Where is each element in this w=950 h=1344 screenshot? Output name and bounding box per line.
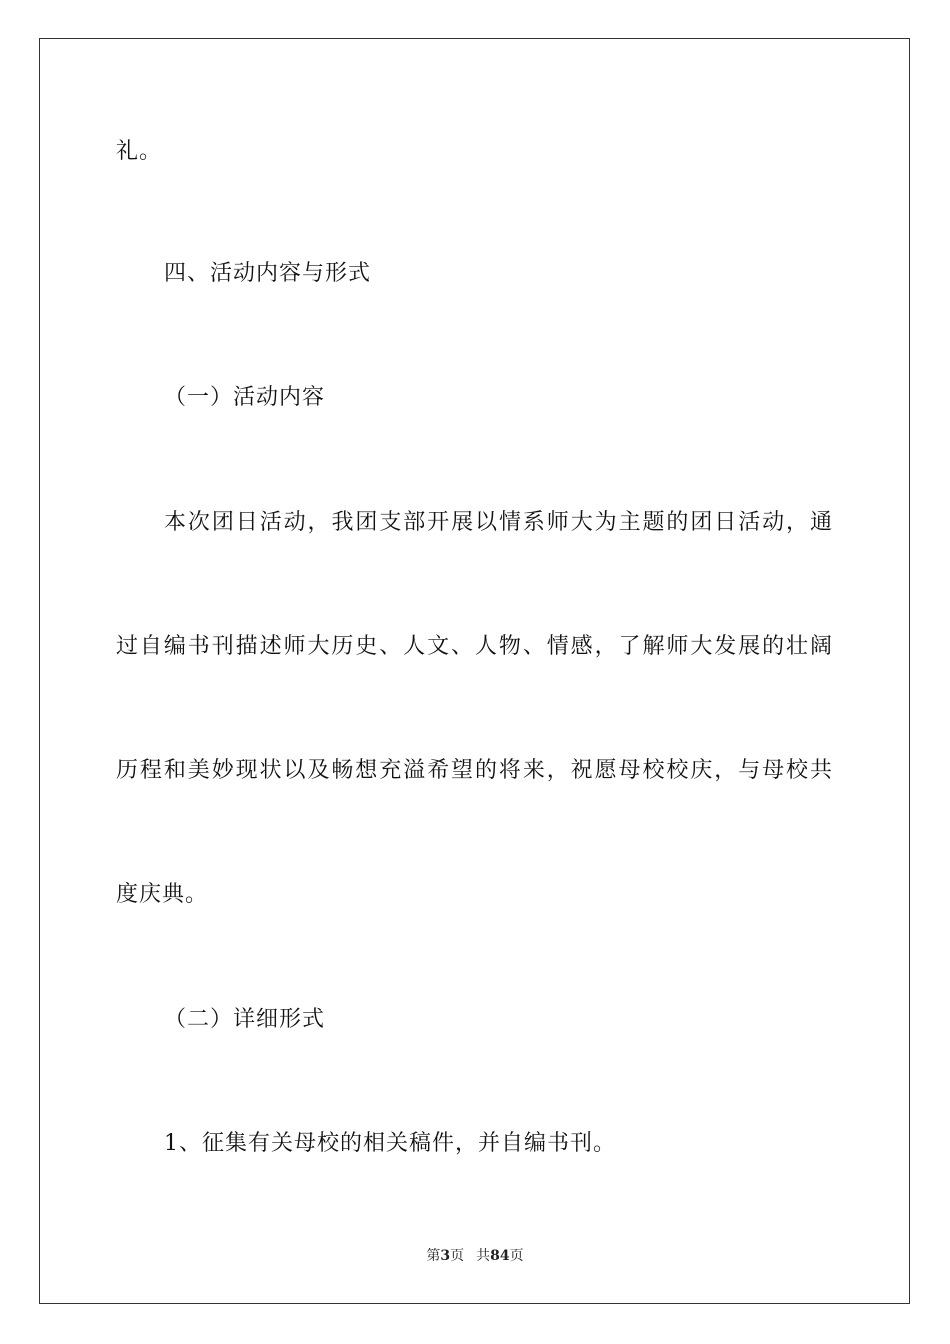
page-footer [0, 1246, 950, 1266]
paragraph-continuation: 礼。 [116, 139, 163, 164]
paragraph-line-1: 本次团日活动，我团支部开展以情系师大为主题的团日活动，通 [164, 510, 832, 535]
footer-page-prefix: 第 [426, 1248, 441, 1264]
paragraph-line-2: 过自编书刊描述师大历史、人文、人物、情感，了解师大发展的壮阔 [116, 634, 832, 659]
paragraph-line-3: 历程和美妙现状以及畅想充溢希望的将来，祝愿母校校庆，与母校共 [116, 758, 832, 783]
subsection-heading-form: （二）详细形式 [164, 1007, 326, 1032]
footer-total-prefix: 共 [476, 1248, 491, 1264]
page-border [39, 38, 910, 1304]
subsection-heading-content: （一）活动内容 [164, 385, 326, 410]
paragraph-line-4: 度庆典。 [116, 882, 209, 907]
footer-total-pages: 84 [490, 1248, 510, 1264]
section-heading: 四、活动内容与形式 [164, 261, 372, 286]
list-item: 1、征集有关母校的相关稿件，并自编书刊。 [164, 1131, 616, 1156]
footer-page-number: 3 [440, 1248, 451, 1264]
footer-page-suffix: 页 [450, 1248, 465, 1264]
footer-total-suffix: 页 [509, 1248, 524, 1264]
